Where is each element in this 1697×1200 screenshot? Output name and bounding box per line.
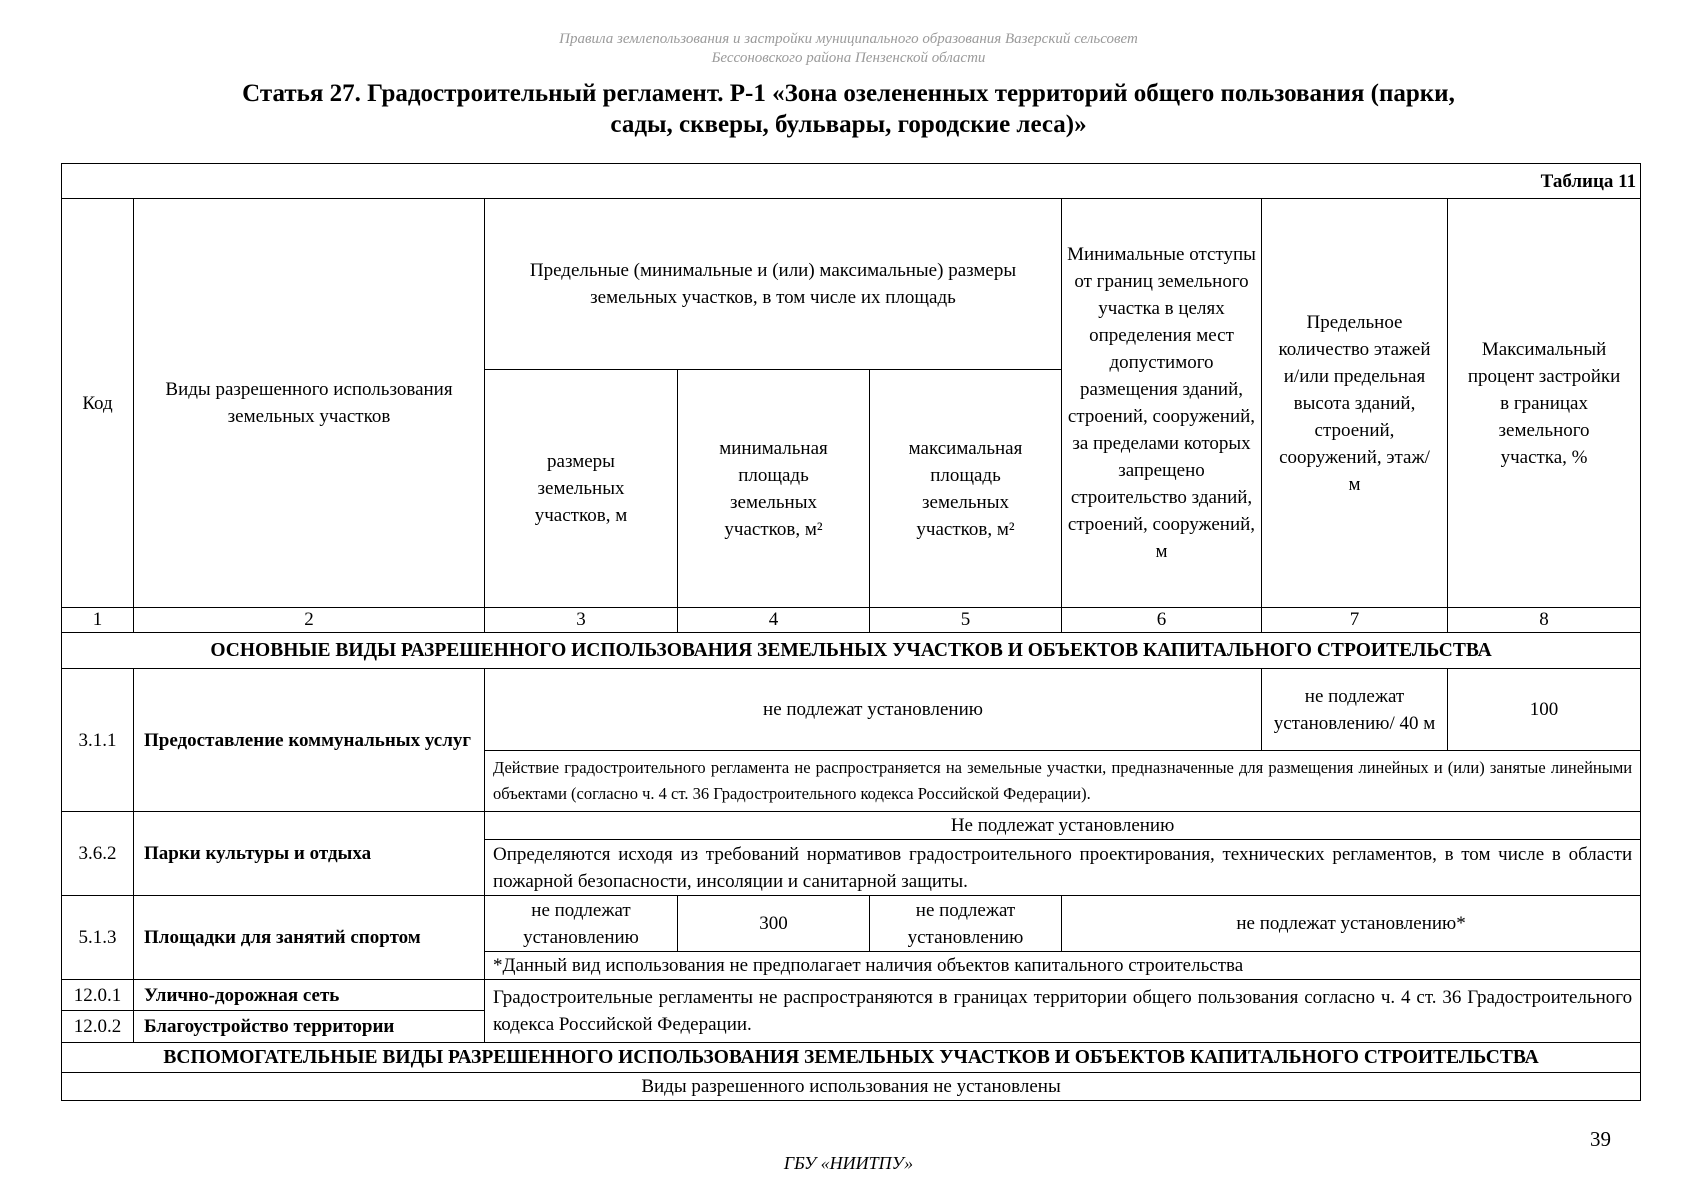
column-number: 2 — [134, 608, 485, 633]
header-plot-size: размеры земельных участков, м — [485, 370, 678, 608]
article-title-line-1: Статья 27. Градостроительный регламент. Р-1 «Зона озелененных территорий общего пользования (парки, — [242, 80, 1455, 107]
row-other-params: не подлежат установлению* — [1062, 896, 1641, 952]
row-name: Площадки для занятий спортом — [134, 896, 485, 980]
header-min-area: минимальная площадь земельных участков, м² — [678, 370, 870, 608]
page-header-line-1: Правила землепользования и застройки муниципального образования Вазерский сельсовет — [559, 31, 1138, 47]
header-use-types: Виды разрешенного использования земельных участков — [134, 199, 485, 608]
row-code: 12.0.2 — [62, 1011, 134, 1043]
row-name: Улично-дорожная сеть — [134, 980, 485, 1011]
column-number: 7 — [1262, 608, 1448, 633]
header-max-area: максимальная площадь земельных участков, м² — [870, 370, 1062, 608]
page-header-line-2: Бессоновского района Пензенской области — [711, 50, 986, 66]
table-row — [62, 669, 1641, 751]
row-limits: не подлежат установлению — [485, 669, 1262, 751]
row-code: 5.1.3 — [62, 896, 134, 980]
column-number: 5 — [870, 608, 1062, 633]
row-limits: Не подлежат установлению — [485, 812, 1641, 840]
header-code: Код — [62, 199, 134, 608]
header-setbacks: Минимальные отступы от границ земельного участка в целях определения мест допустимого размещения зданий, строений, сооружений, за пределами которых запрещено строительство зданий, строений, сооружений, м — [1062, 199, 1262, 608]
column-number: 3 — [485, 608, 678, 633]
article-title — [60, 78, 1637, 140]
column-number: 1 — [62, 608, 134, 633]
row-code: 12.0.1 — [62, 980, 134, 1011]
regulation-table — [61, 163, 1641, 1101]
row-name: Благоустройство территории — [134, 1011, 485, 1043]
table-caption: Таблица 11 — [62, 164, 1641, 199]
row-max-area: не подлежат установлению — [870, 896, 1062, 952]
column-numbers-row — [62, 608, 1641, 633]
table-row — [62, 980, 1641, 1011]
row-name: Предоставление коммунальных услуг — [134, 669, 485, 812]
section-auxiliary-uses: ВСПОМОГАТЕЛЬНЫЕ ВИДЫ РАЗРЕШЕННОГО ИСПОЛЬЗОВАНИЯ ЗЕМЕЛЬНЫХ УЧАСТКОВ И ОБЪЕКТОВ КАПИТАЛЬНОГО СТРОИТЕЛЬСТВА — [62, 1043, 1641, 1073]
row-coverage: 100 — [1448, 669, 1641, 751]
row-min-area: 300 — [678, 896, 870, 952]
header-plot-limits: Предельные (минимальные и (или) максимальные) размеры земельных участков, в том числе их площадь — [485, 199, 1062, 370]
page-number: 39 — [1590, 1127, 1611, 1151]
column-number: 6 — [1062, 608, 1262, 633]
header-floors: Предельное количество этажей и/или предельная высота зданий, строений, сооружений, этаж/м — [1262, 199, 1448, 608]
page-header — [0, 30, 1697, 68]
table-row — [62, 896, 1641, 952]
section-main-uses: ОСНОВНЫЕ ВИДЫ РАЗРЕШЕННОГО ИСПОЛЬЗОВАНИЯ ЗЕМЕЛЬНЫХ УЧАСТКОВ И ОБЪЕКТОВ КАПИТАЛЬНОГО СТРОИТЕЛЬСТВА — [62, 633, 1641, 669]
row-code: 3.1.1 — [62, 669, 134, 812]
row-plot-size: не подлежат установлению — [485, 896, 678, 952]
row-shared-note: Градостроительные регламенты не распространяются в границах территории общего пользования согласно ч. 4 ст. 36 Градостроительного кодекса Российской Федерации. — [485, 980, 1641, 1043]
table-row — [62, 812, 1641, 840]
row-floors: не подлежат установлению/ 40 м — [1262, 669, 1448, 751]
row-name: Парки культуры и отдыха — [134, 812, 485, 896]
row-note: Определяются исходя из требований нормативов градостроительного проектирования, технических регламентов, в том числе в области пожарной безопасности, инсоляции и санитарной защиты. — [485, 840, 1641, 896]
auxiliary-uses-text: Виды разрешенного использования не установлены — [62, 1073, 1641, 1101]
row-note: *Данный вид использования не предполагает наличия объектов капитального строительства — [485, 952, 1641, 980]
column-number: 4 — [678, 608, 870, 633]
column-number: 8 — [1448, 608, 1641, 633]
page-footer: ГБУ «НИИТПУ» — [783, 1153, 914, 1173]
row-code: 3.6.2 — [62, 812, 134, 896]
header-coverage: Максимальный процент застройки в границах земельного участка, % — [1448, 199, 1641, 608]
row-note: Действие градостроительного регламента не распространяется на земельные участки, предназначенные для размещения линейных и (или) занятые линейными объектами (согласно ч. 4 ст. 36 Градостроительного кодекса Российской Федерации). — [485, 751, 1641, 812]
article-title-line-2: сады, скверы, бульвары, городские леса)» — [610, 111, 1087, 138]
